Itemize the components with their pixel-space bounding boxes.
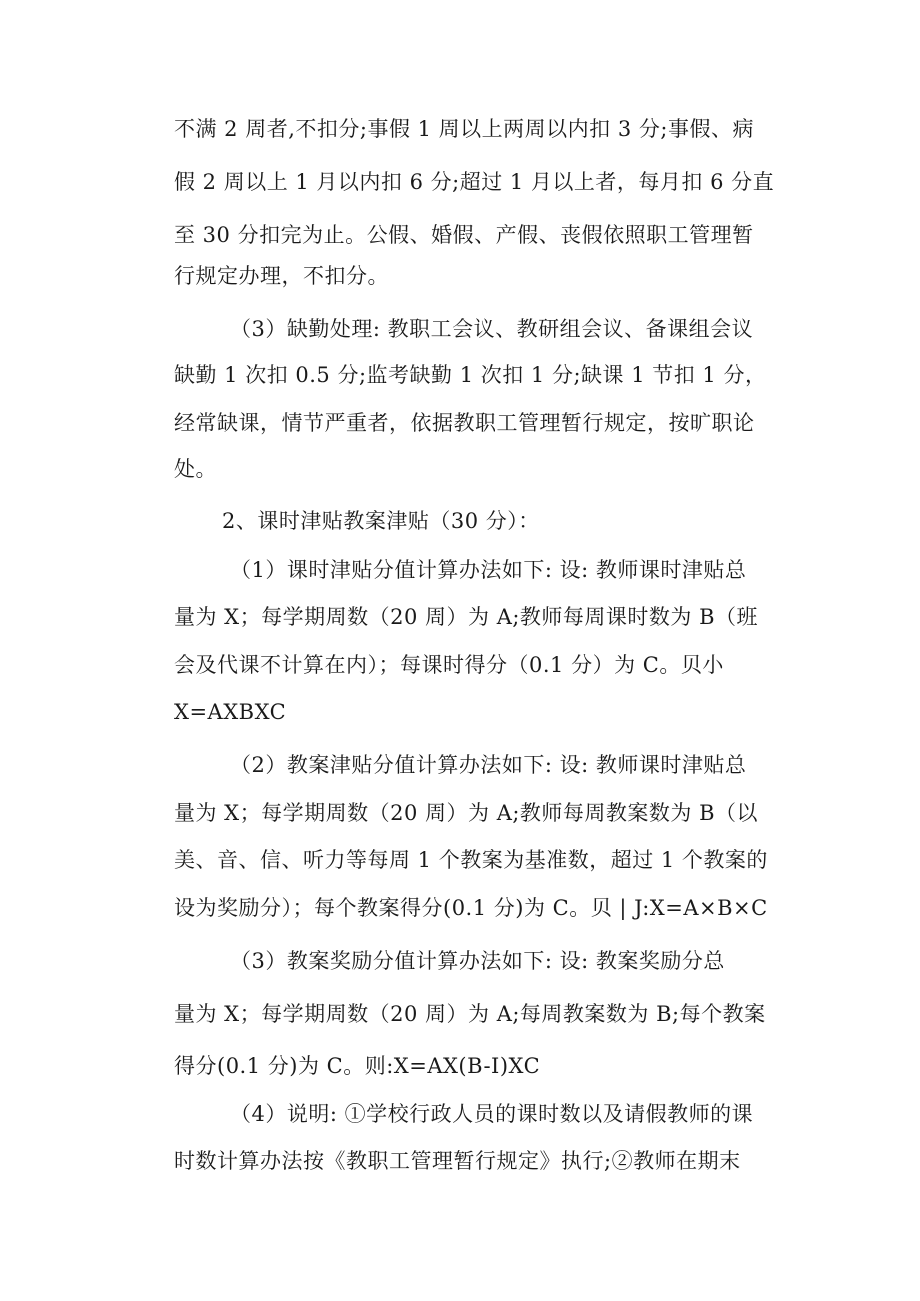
paragraph-line: 会及代课不计算在内）；每课时得分（0.1 分）为 C。贝小 (174, 653, 724, 677)
paragraph-line: 得分(0.1 分)为 C。则:X=AX(B-I)XC (174, 1054, 541, 1078)
paragraph-line: 量为 X；每学期周数（20 周）为 A;教师每周课时数为 B（班 (174, 605, 759, 629)
paragraph-line: 经常缺课，情节严重者，依据教职工管理暂行规定，按旷职论 (174, 411, 755, 435)
paragraph-line: （4）说明: ①学校行政人员的课时数以及请假教师的课 (230, 1102, 754, 1126)
paragraph-line: 假 2 周以上 1 月以内扣 6 分;超过 1 月以上者，每月扣 6 分直 (174, 170, 775, 194)
paragraph-line: 量为 X；每学期周数（20 周）为 A;每周教案数为 B;每个教案 (174, 1002, 766, 1026)
section-heading: 2、课时津贴教案津贴（30 分）： (222, 509, 540, 533)
paragraph-line: 时数计算办法按《教职工管理暂行规定》执行;②教师在期末 (174, 1149, 741, 1173)
paragraph-line: （3）缺勤处理: 教职工会议、教研组会议、备课组会议 (230, 317, 754, 341)
paragraph-line: 设为奖励分）；每个教案得分(0.1 分)为 C。贝 | J:X=A×B×C (174, 896, 768, 920)
paragraph-line: （3）教案奖励分值计算办法如下: 设: 教案奖励分总 (230, 949, 725, 973)
paragraph-line: 美、音、信、听力等每周 1 个教案为基准数，超过 1 个教案的 (174, 848, 768, 872)
paragraph-line: 行规定办理，不扣分。 (174, 264, 389, 288)
paragraph-line: 至 30 分扣完为止。公假、婚假、产假、丧假依照职工管理暂 (174, 223, 754, 247)
paragraph-line: （2）教案津贴分值计算办法如下: 设: 教师课时津贴总 (230, 753, 747, 777)
paragraph-line: （1）课时津贴分值计算办法如下: 设: 教师课时津贴总 (230, 558, 747, 582)
paragraph-line: 量为 X；每学期周数（20 周）为 A;教师每周教案数为 B（以 (174, 801, 759, 825)
paragraph-line: 处。 (174, 457, 217, 481)
paragraph-line: 不满 2 周者,不扣分;事假 1 周以上两周以内扣 3 分;事假、病 (174, 117, 754, 141)
paragraph-line: 缺勤 1 次扣 0.5 分;监考缺勤 1 次扣 1 分;缺课 1 节扣 1 分， (174, 363, 767, 387)
formula-line: X=AXBXC (174, 700, 287, 724)
